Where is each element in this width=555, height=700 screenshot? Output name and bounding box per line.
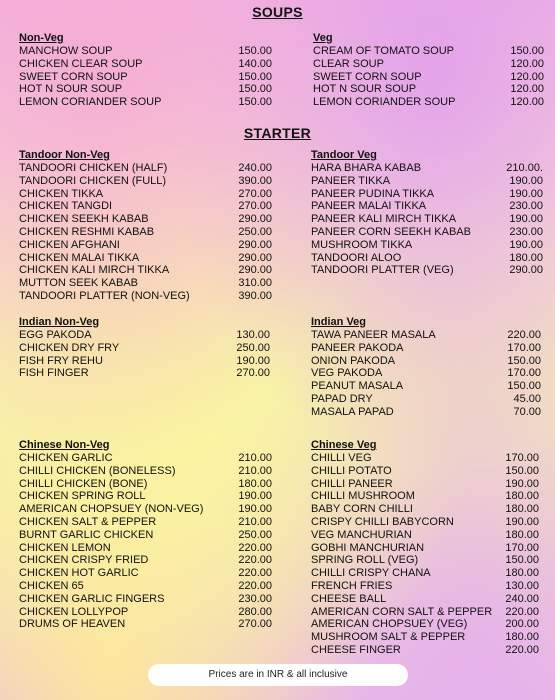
menu-item — [311, 580, 539, 593]
menu-item-price: 170.00 — [507, 367, 541, 380]
menu-item-name: EGG PAKODA — [19, 329, 92, 341]
menu-item-name: MUTTON SEEK KABAB — [19, 277, 138, 290]
menu-item-name: PANEER PAKODA — [311, 341, 404, 354]
menu-item — [311, 342, 541, 355]
menu-item — [311, 567, 539, 580]
menu-item — [311, 175, 543, 188]
menu-item — [311, 606, 539, 619]
menu-item-price: 70.00 — [513, 405, 541, 418]
menu-item — [19, 83, 272, 96]
menu-item — [19, 367, 270, 380]
menu-item-price: 150.00 — [507, 354, 541, 367]
menu-item-name: CHICKEN SPRING ROLL — [19, 490, 146, 503]
menu-item-name: CHICKEN AFGHANI — [19, 238, 120, 251]
menu-item-name: TANDOORI CHICKEN (HALF) — [19, 162, 168, 174]
starter-title: STARTER — [243, 125, 312, 141]
tandoor-nonveg-column — [19, 148, 272, 303]
menu-item-name: CHILLI MUSHROOM — [311, 490, 415, 503]
menu-item-price: 180.00 — [238, 477, 272, 490]
menu-item — [311, 618, 539, 631]
menu-item — [313, 96, 544, 109]
menu-item — [311, 380, 541, 393]
menu-item — [311, 355, 541, 368]
menu-item-price: 190.00 — [505, 515, 539, 528]
menu-item-name: CHICKEN LOLLYPOP — [19, 605, 129, 618]
menu-item-price: 280.00 — [238, 605, 272, 618]
menu-item-price: 170.00 — [507, 341, 541, 354]
menu-item-price: 180.00 — [509, 251, 543, 264]
menu-item-price: 240.00 — [238, 162, 272, 174]
category-heading: Indian Non-Veg — [19, 316, 100, 328]
menu-item — [311, 554, 539, 567]
category-heading: Indian Veg — [311, 316, 367, 328]
tandoor-veg-column — [311, 148, 543, 277]
menu-item — [19, 188, 272, 201]
menu-item-price: 220.00 — [507, 329, 541, 341]
menu-item — [19, 542, 272, 555]
menu-item-name: MASALA PAPAD — [311, 405, 394, 418]
menu-item — [19, 529, 272, 542]
menu-item — [19, 200, 272, 213]
menu-item-price: 140.00 — [238, 57, 272, 70]
menu-item-name: TANDOORI PLATTER (VEG) — [311, 264, 454, 277]
menu-item — [19, 606, 272, 619]
category-heading: Chinese Non-Veg — [19, 439, 110, 451]
menu-item-price: 200.00 — [505, 618, 539, 631]
menu-item-name: PANEER CORN SEEKH KABAB — [311, 225, 471, 238]
menu-item — [311, 188, 543, 201]
menu-item-price: 190.00 — [236, 354, 270, 367]
menu-item-name: MUSHROOM TIKKA — [311, 238, 413, 251]
menu-item-price: 270.00 — [238, 200, 272, 213]
menu-item — [19, 213, 272, 226]
menu-item-price: 120.00 — [510, 57, 544, 70]
menu-item-name: PANEER PUDINA TIKKA — [311, 187, 435, 200]
menu-item-name: ONION PAKODA — [311, 354, 396, 367]
menu-item-price: 310.00 — [238, 277, 272, 290]
menu-item-name: CHICKEN HOT GARLIC — [19, 567, 139, 580]
menu-item-name: SWEET CORN SOUP — [19, 70, 128, 83]
menu-item-name: TANDOORI ALOO — [311, 251, 402, 264]
menu-item-name: CHICKEN TIKKA — [19, 187, 104, 200]
menu-item-price: 120.00 — [510, 96, 544, 109]
menu-item-price: 170.00 — [505, 452, 539, 464]
menu-item — [311, 542, 539, 555]
category-heading: Tandoor Veg — [311, 149, 377, 161]
menu-item-name: MANCHOW SOUP — [19, 45, 113, 57]
menu-item-name: CREAM OF TOMATO SOUP — [313, 45, 454, 57]
menu-item-price: 290.00 — [238, 264, 272, 277]
menu-item-price: 290.00 — [238, 238, 272, 251]
menu-item-price: 150.00 — [505, 554, 539, 567]
menu-item-name: HOT N SOUR SOUP — [313, 83, 417, 96]
menu-item — [19, 580, 272, 593]
menu-item-price: 170.00 — [505, 541, 539, 554]
menu-item-name: PAPAD DRY — [311, 392, 373, 405]
menu-item-name: DRUMS OF HEAVEN — [19, 618, 126, 631]
menu-item — [311, 226, 543, 239]
menu-item — [19, 71, 272, 84]
menu-item-price: 180.00 — [505, 631, 539, 644]
menu-item-name: CHILLI CHICKEN (BONE) — [19, 477, 148, 490]
soups-veg-column — [313, 31, 544, 109]
menu-item-name: CHICKEN SEEKH KABAB — [19, 213, 149, 226]
menu-item-name: VEG MANCHURIAN — [311, 528, 412, 541]
menu-item-price: 150.00 — [238, 96, 272, 109]
menu-item-price: 180.00 — [505, 503, 539, 516]
menu-item-price: 290.00 — [509, 264, 543, 277]
menu-item-name: PANEER MALAI TIKKA — [311, 200, 427, 213]
menu-item — [19, 45, 272, 58]
menu-item-price: 270.00 — [238, 187, 272, 200]
menu-item-name: CRISPY CHILLI BABYCORN — [311, 515, 454, 528]
menu-item-name: HARA BHARA KABAB — [311, 162, 422, 174]
menu-item — [19, 277, 272, 290]
menu-item-name: FISH FINGER — [19, 367, 89, 380]
menu-item-name: FRENCH FRIES — [311, 579, 393, 592]
menu-item-price: 45.00 — [513, 392, 541, 405]
menu-item-name: LEMON CORIANDER SOUP — [313, 96, 456, 109]
menu-item — [311, 516, 539, 529]
menu-item-name: CHEESE BALL — [311, 592, 387, 605]
menu-item — [311, 529, 539, 542]
menu-item-price: 250.00 — [238, 225, 272, 238]
menu-item — [311, 252, 543, 265]
menu-item-name: CHICKEN LEMON — [19, 541, 111, 554]
menu-item-price: 240.00 — [505, 592, 539, 605]
menu-item — [311, 367, 541, 380]
menu-item — [311, 329, 541, 342]
menu-item-name: AMERICAN CORN SALT & PEPPER — [311, 605, 493, 618]
menu-item-price: 390.00 — [238, 289, 272, 302]
soups-nonveg-column — [19, 31, 272, 109]
menu-item-name: HOT N SOUR SOUP — [19, 83, 123, 96]
menu-item-name: CHILLI POTATO — [311, 464, 392, 477]
menu-item-name: CHICKEN 65 — [19, 579, 84, 592]
menu-item — [19, 96, 272, 109]
menu-item-name: BURNT GARLIC CHICKEN — [19, 528, 154, 541]
menu-item-name: CHICKEN TANGDI — [19, 200, 113, 213]
menu-item — [19, 593, 272, 606]
menu-item-price: 180.00 — [505, 567, 539, 580]
menu-item — [19, 290, 272, 303]
menu-item-price: 190.00 — [238, 503, 272, 516]
menu-item-name: CHICKEN SALT & PEPPER — [19, 515, 157, 528]
menu-item-name: GOBHI MANCHURIAN — [311, 541, 425, 554]
menu-item — [19, 554, 272, 567]
menu-item-price: 290.00 — [238, 213, 272, 226]
menu-item-name: CHICKEN KALI MIRCH TIKKA — [19, 264, 170, 277]
menu-item — [19, 239, 272, 252]
menu-item — [311, 393, 541, 406]
menu-item-price: 190.00 — [238, 490, 272, 503]
menu-item-price: 190.00 — [509, 174, 543, 187]
menu-item — [311, 162, 543, 175]
menu-item-name: CHILLI VEG — [311, 452, 372, 464]
menu-item-name: CHILLI CRISPY CHANA — [311, 567, 431, 580]
menu-item-name: CHICKEN GARLIC — [19, 452, 113, 464]
menu-item — [19, 355, 270, 368]
chinese-veg-column — [311, 438, 539, 657]
menu-item-name: TANDOORI CHICKEN (FULL) — [19, 174, 167, 187]
menu-item — [311, 503, 539, 516]
menu-item-price: 130.00 — [505, 579, 539, 592]
category-heading: Veg — [313, 32, 333, 44]
menu-item-price: 150.00 — [238, 70, 272, 83]
menu-item-price: 120.00 — [510, 83, 544, 96]
menu-item — [19, 342, 270, 355]
menu-item — [19, 516, 272, 529]
menu-item — [311, 478, 539, 491]
menu-item-price: 190.00 — [509, 213, 543, 226]
menu-item — [19, 452, 272, 465]
menu-item-name: CHILLI PANEER — [311, 477, 393, 490]
menu-item-price: 250.00 — [238, 528, 272, 541]
menu-item-price: 220.00 — [238, 554, 272, 567]
menu-item — [19, 162, 272, 175]
menu-item-price: 230.00 — [509, 225, 543, 238]
menu-item-price: 150.00 — [505, 464, 539, 477]
menu-item — [311, 490, 539, 503]
menu-item-name: TANDOORI PLATTER (NON-VEG) — [19, 289, 190, 302]
menu-item-price: 210.00 — [238, 452, 272, 464]
chinese-nonveg-column — [19, 438, 272, 631]
indian-nonveg-column — [19, 315, 270, 380]
menu-item — [19, 503, 272, 516]
menu-item — [19, 264, 272, 277]
menu-item-name: PANEER TIKKA — [311, 174, 391, 187]
menu-item — [19, 226, 272, 239]
menu-item-name: MUSHROOM SALT & PEPPER — [311, 631, 466, 644]
menu-item-name: AMERICAN CHOPSUEY (VEG) — [311, 618, 468, 631]
menu-item — [313, 83, 544, 96]
menu-item-price: 220.00 — [238, 567, 272, 580]
menu-item — [311, 264, 543, 277]
menu-item-price: 210.00 — [238, 464, 272, 477]
menu-item-name: LEMON CORIANDER SOUP — [19, 96, 162, 109]
menu-item — [19, 567, 272, 580]
category-heading: Tandoor Non-Veg — [19, 149, 110, 161]
menu-item — [19, 490, 272, 503]
menu-item-price: 210.00. — [506, 162, 543, 174]
menu-item — [311, 644, 539, 657]
menu-item-price: 180.00 — [505, 528, 539, 541]
menu-item-name: SWEET CORN SOUP — [313, 70, 422, 83]
menu-item-name: CHICKEN CLEAR SOUP — [19, 57, 143, 70]
menu-item-name: SPRING ROLL (VEG) — [311, 554, 419, 567]
menu-item-price: 250.00 — [236, 341, 270, 354]
menu-item — [313, 71, 544, 84]
menu-item-name: CHILLI CHICKEN (BONELESS) — [19, 464, 176, 477]
menu-item-price: 190.00 — [509, 238, 543, 251]
menu-item — [19, 175, 272, 188]
menu-item-price: 150.00 — [507, 380, 541, 393]
menu-item-price: 230.00 — [238, 592, 272, 605]
menu-item — [313, 45, 544, 58]
menu-item-price: 270.00 — [238, 618, 272, 631]
menu-item-name: CHICKEN RESHMI KABAB — [19, 225, 155, 238]
menu-item-price: 390.00 — [238, 174, 272, 187]
menu-item-name: CHICKEN DRY FRY — [19, 341, 120, 354]
indian-veg-column — [311, 315, 541, 419]
menu-item — [311, 465, 539, 478]
menu-item — [311, 213, 543, 226]
menu-item-name: CLEAR SOUP — [313, 57, 384, 70]
menu-item — [19, 478, 272, 491]
menu-item-price: 220.00 — [238, 579, 272, 592]
menu-item-name: PEANUT MASALA — [311, 380, 404, 393]
menu-item-price: 210.00 — [238, 515, 272, 528]
menu-item-price: 190.00 — [505, 477, 539, 490]
category-heading: Non-Veg — [19, 32, 64, 44]
menu-item-name: VEG PAKODA — [311, 367, 383, 380]
menu-item-name: CHICKEN CRISPY FRIED — [19, 554, 149, 567]
menu-item-price: 220.00 — [505, 605, 539, 618]
menu-item-name: CHICKEN GARLIC FINGERS — [19, 592, 165, 605]
menu-item-name: BABY CORN CHILLI — [311, 503, 413, 516]
soups-title: SOUPS — [252, 4, 303, 20]
menu-item-price: 230.00 — [509, 200, 543, 213]
menu-item-price: 270.00 — [236, 367, 270, 380]
menu-item — [311, 593, 539, 606]
menu-item-price: 150.00 — [510, 45, 544, 57]
price-note-text: Prices are in INR & all inclusive — [208, 669, 348, 680]
menu-item — [19, 329, 270, 342]
menu-item-price: 120.00 — [510, 70, 544, 83]
menu-item-price: 180.00 — [505, 490, 539, 503]
menu-item-name: PANEER KALI MIRCH TIKKA — [311, 213, 457, 226]
menu-item — [313, 58, 544, 71]
category-heading: Chinese Veg — [311, 439, 377, 451]
menu-item — [19, 252, 272, 265]
price-note-banner — [148, 664, 408, 686]
menu-item — [311, 200, 543, 213]
menu-item-price: 130.00 — [236, 329, 270, 341]
menu-item-name: CHEESE FINGER — [311, 643, 401, 656]
menu-item — [311, 631, 539, 644]
menu-item — [19, 618, 272, 631]
menu-item-price: 190.00 — [509, 187, 543, 200]
menu-item — [19, 58, 272, 71]
menu-item-price: 150.00 — [238, 45, 272, 57]
menu-item-name: CHICKEN MALAI TIKKA — [19, 251, 140, 264]
menu-item-price: 150.00 — [238, 83, 272, 96]
menu-item — [311, 452, 539, 465]
menu-item — [311, 406, 541, 419]
menu-item-price: 220.00 — [505, 643, 539, 656]
menu-item — [311, 239, 543, 252]
menu-item-price: 290.00 — [238, 251, 272, 264]
menu-item-name: FISH FRY REHU — [19, 354, 103, 367]
menu-item — [19, 465, 272, 478]
menu-item-price: 220.00 — [238, 541, 272, 554]
menu-item-name: AMERICAN CHOPSUEY (NON-VEG) — [19, 503, 204, 516]
menu-item-name: TAWA PANEER MASALA — [311, 329, 436, 341]
